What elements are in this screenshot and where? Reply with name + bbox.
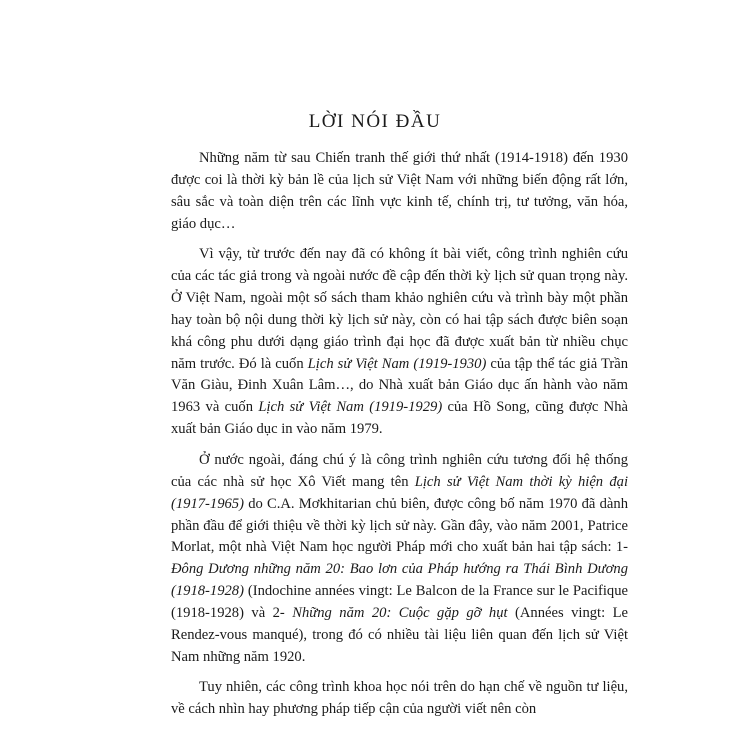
book-title-italic: Lịch sử Việt Nam (1919-1929) <box>258 399 443 416</box>
paragraph-3-text: Ở nước ngoài, đáng chú ý là công trình nghiên cứu tương đối hệ thống của các nhà sử học Xô Viết mang tên <box>171 451 628 490</box>
paragraph-2-text: Vì vậy, từ trước đến nay đã có không ít bài viết, công trình nghiên cứu của các tác giả trong và ngoài nước đề cập đến thời kỳ lịch sử quan trọng này. Ở Việt Nam, ngoài một số sách tham khảo nghiên cứu và trình bày một phần hay toàn bộ nội dung thời kỳ lịch sử này, còn có hai tập sách được biên soạn khá công phu dưới dạng giáo trình đại học đã được xuất bản từ nhiều chục năm trước. Đó là cuốn <box>171 246 628 372</box>
book-title-italic: Lịch sử Việt Nam thời kỳ hiện đại (1917-1965) <box>171 473 628 512</box>
paragraph-3 <box>171 450 628 668</box>
paragraph-2-text: của tập thể tác giả Trần Văn Giàu, Đinh Xuân Lâm…, do Nhà xuất bản Giáo dục ấn hành vào năm 1963 và cuốn <box>171 355 628 416</box>
paragraph-1-text: Những năm từ sau Chiến tranh thế giới thứ nhất (1914-1918) đến 1930 được coi là thời kỳ bản lề của lịch sử Việt Nam với những biến động rất lớn, sâu sắc và toàn diện trên các lĩnh vực kinh tế, chính trị, tư tưởng, văn hóa, giáo dục… <box>171 150 628 232</box>
paragraph-2-text: của Hồ Song, cũng được Nhà xuất bản Giáo dục in vào năm 1979. <box>171 399 629 438</box>
paragraph-3-text: (Indochine années vingt: Le Balcon de la France sur le Pacifique (1918-1928) và 2- <box>171 583 628 621</box>
book-title-italic: Lịch sử Việt Nam (1919-1930) <box>307 355 487 372</box>
book-title-italic: Những năm 20: Cuộc gặp gỡ hụt <box>292 604 508 621</box>
page-title: LỜI NÓI ĐẦU <box>308 111 442 132</box>
paragraph-3-text: (Années vingt: Le Rendez-vous manqué), trong đó có nhiều tài liệu liên quan đến lịch sử Việt Nam những năm 1920. <box>171 604 628 665</box>
paragraph-2 <box>171 244 628 441</box>
book-title-italic: Đông Dương những năm 20: Bao lơn của Pháp hướng ra Thái Bình Dương (1918-1928) <box>171 561 628 600</box>
paragraph-4 <box>171 677 628 721</box>
paragraph-3-text: do C.A. Mơkhitarian chủ biên, được công bố năm 1970 đã dành phần đầu để giới thiệu về thời kỳ lịch sử này. Gần đây, vào năm 2001, Patrice Morlat, một nhà Việt Nam học người Pháp mới cho xuất bản hai tập sách: 1- <box>171 495 628 556</box>
paragraph-1 <box>171 148 628 235</box>
body-text <box>171 148 628 730</box>
paragraph-4-text: Tuy nhiên, các công trình khoa học nói trên do hạn chế về nguồn tư liệu, về cách nhìn hay phương pháp tiếp cận của người viết nên còn <box>171 679 628 718</box>
